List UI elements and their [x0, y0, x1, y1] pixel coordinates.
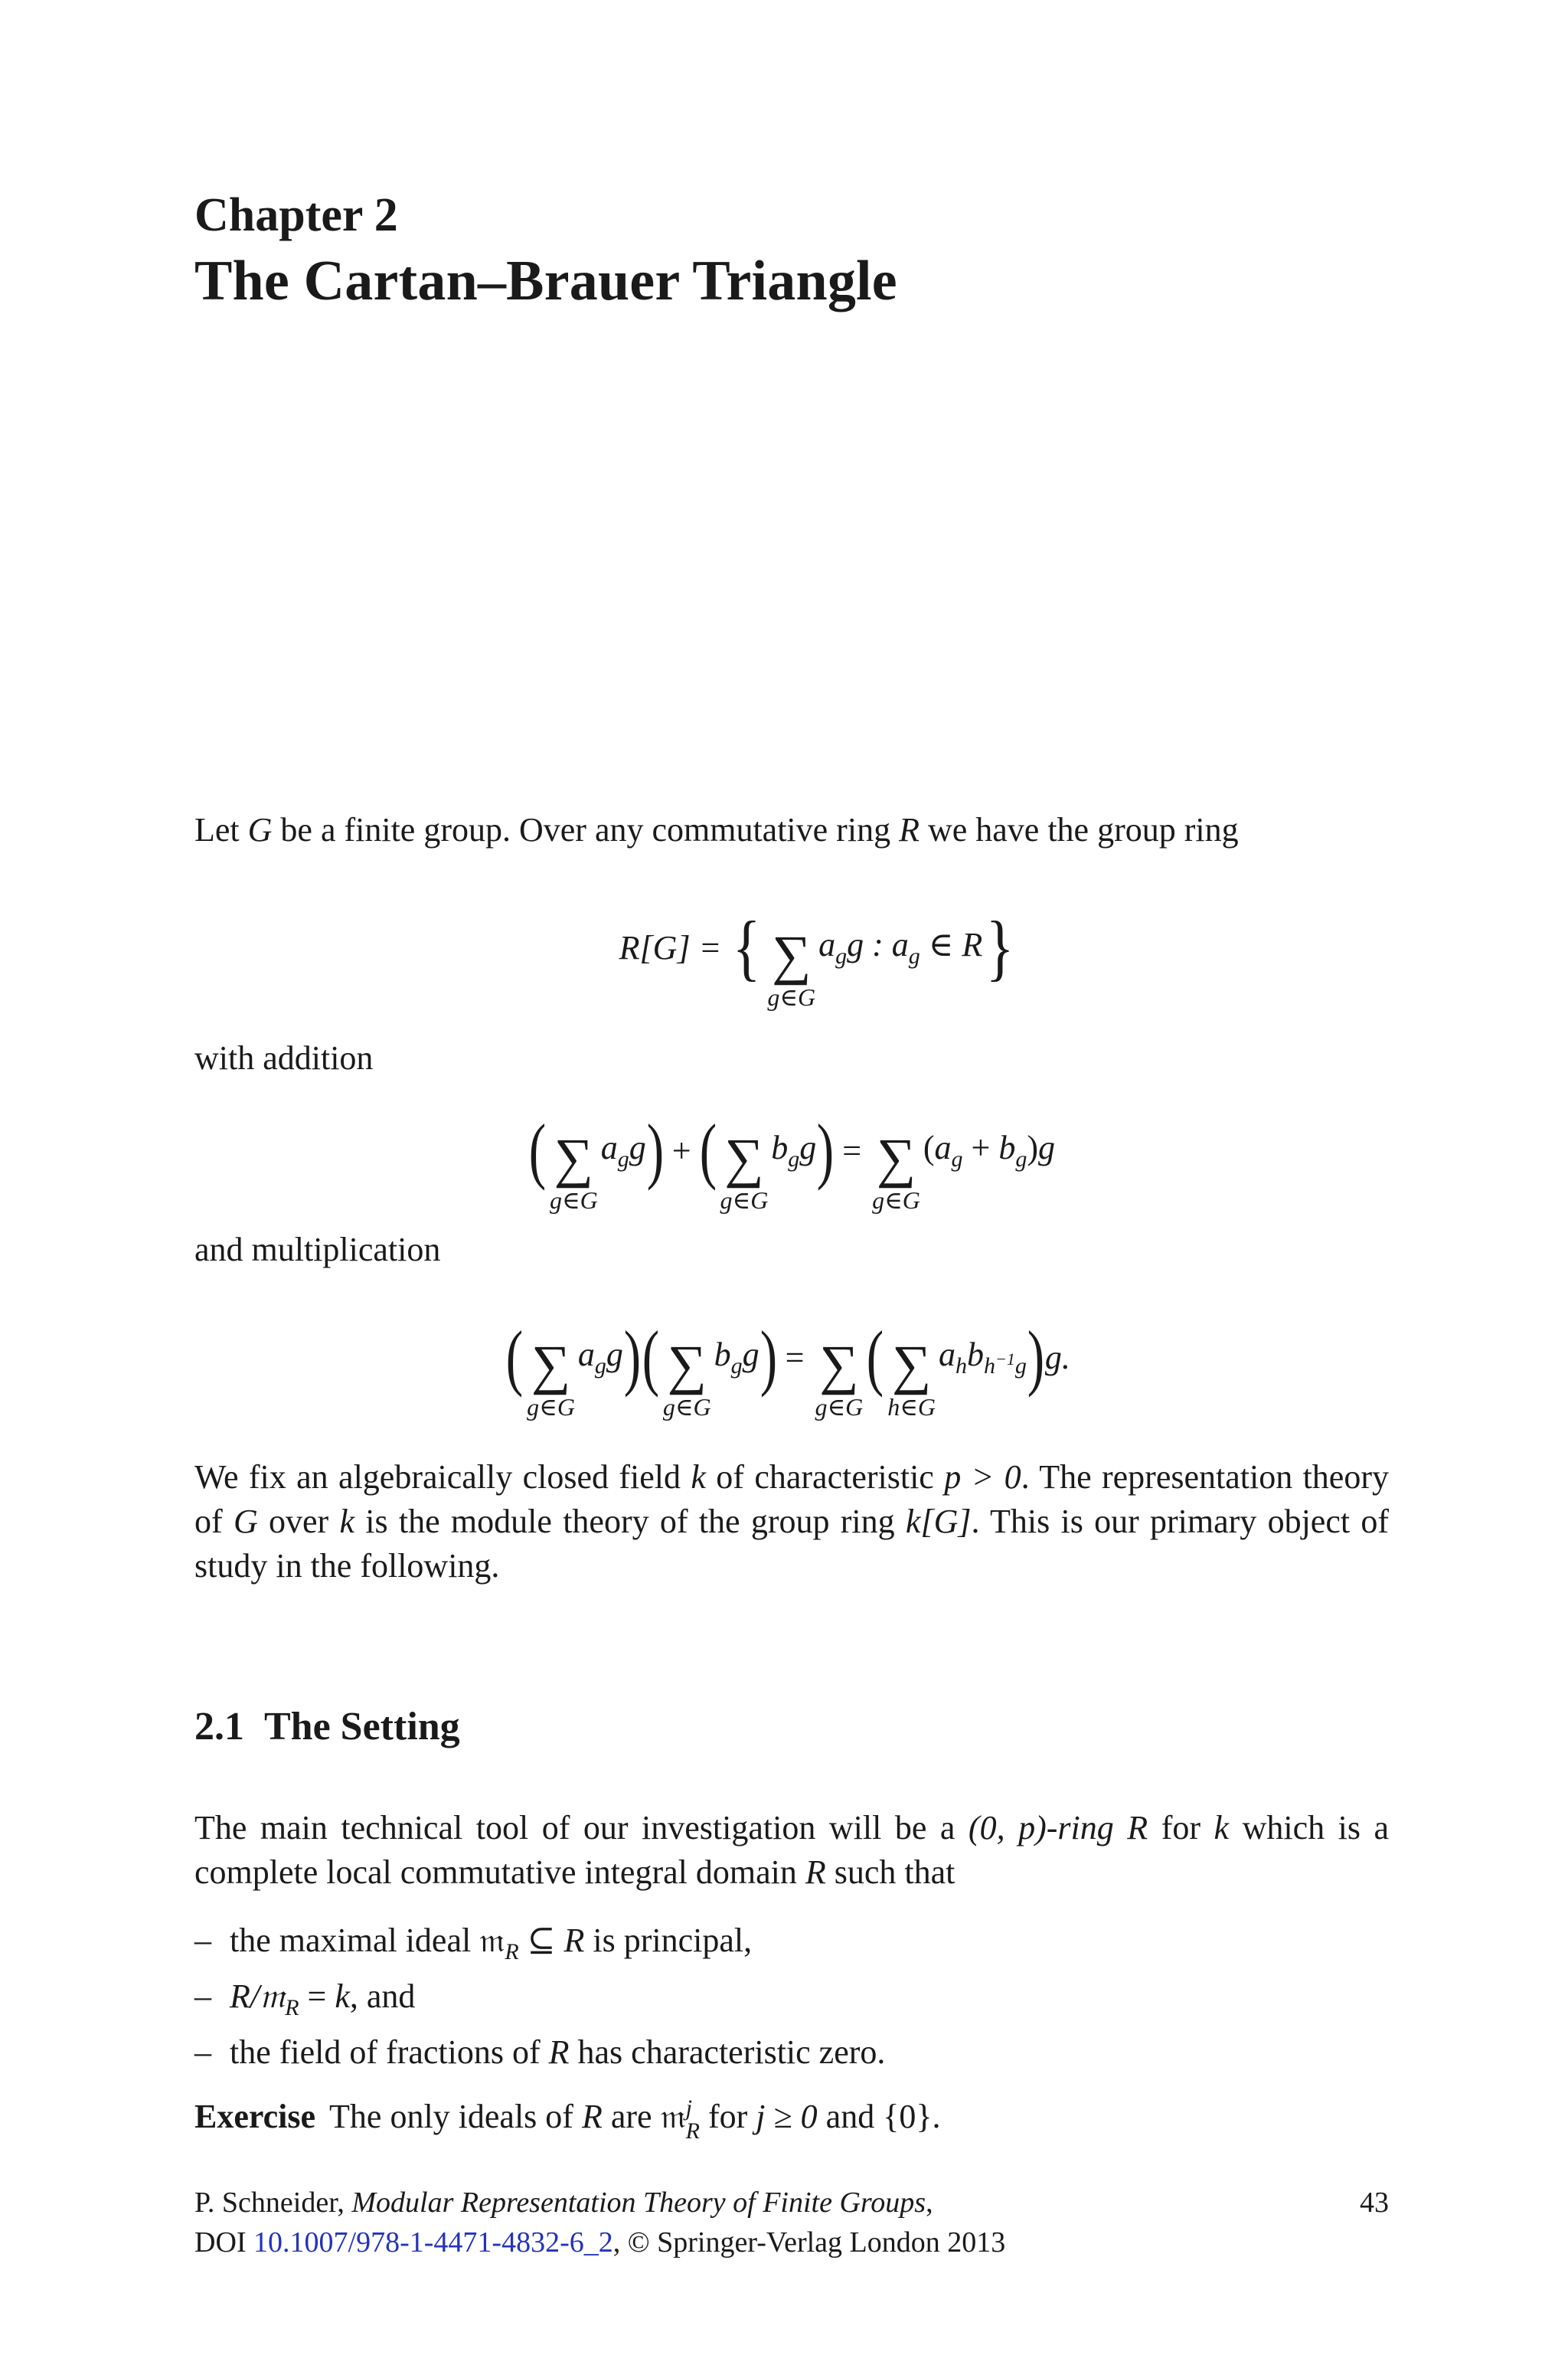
field-paragraph: We fix an algebraically closed field k of characteristic p > 0. The representation theory of G over k is the module theory of the group ring k[G]. This is our primary object of study in the following. — [194, 1458, 1390, 1585]
equation-addition: ( ∑ g∈G $a_gg$ ) + ( ∑ g∈G $b_gg$ ) = ∑ g∈G $(a_g + b_g)g$ — [528, 1109, 1056, 1214]
page-number: 43 — [1360, 2187, 1389, 2219]
page-footer: P. Schneider, Modular Representation Theory of Finite Groups, DOI 10.1007/978-1-4471-4832-6_2, © Springer-Verlag London 2013 43 — [194, 2183, 1389, 2262]
list-item: – R/𝔪$_R$ = k, and — [194, 1977, 416, 2020]
list-item: – the maximal ideal 𝔪$_R$ ⊆ R is principal, — [194, 1921, 753, 1964]
doi-link[interactable]: 10.1007/978-1-4471-4832-6_2 — [253, 2226, 613, 2259]
setting-paragraph: The main technical tool of our investigation will be a (0, p)-ring R for k which is a complete local commutative integral domain R such that — [194, 1809, 1390, 1891]
section-heading: 2.1 The Setting — [194, 1705, 460, 1748]
chapter-label: Chapter 2 — [194, 189, 398, 241]
list-item: – the field of fractions of R has characteristic zero. — [194, 2033, 886, 2071]
equation-multiplication: ( ∑ g∈G $a_gg$ ) ( ∑ g∈G $b_gg$ ) = ∑ g∈G ( ∑ h∈G $a_hb_{h^{-1}g}$ ) g. — [505, 1316, 1070, 1421]
intro-paragraph: Let G be a finite group. Over any commutative ring R we have the group ring — [194, 811, 1239, 849]
equation-group-ring: R[G] = { ∑ g∈G $a_gg$ : $a_g$ ∈ R } — [619, 906, 1014, 1011]
exercise-label: Exercise — [194, 2098, 316, 2135]
with-addition-text: with addition — [194, 1039, 374, 1077]
and-multiplication-text: and multiplication — [194, 1231, 441, 1268]
conditions-list — [194, 1918, 885, 2075]
exercise: Exercise The only ideals of R are 𝔪 j R for j ≥ 0 and {0}. — [194, 2095, 941, 2144]
chapter-title: The Cartan–Brauer Triangle — [194, 250, 897, 312]
